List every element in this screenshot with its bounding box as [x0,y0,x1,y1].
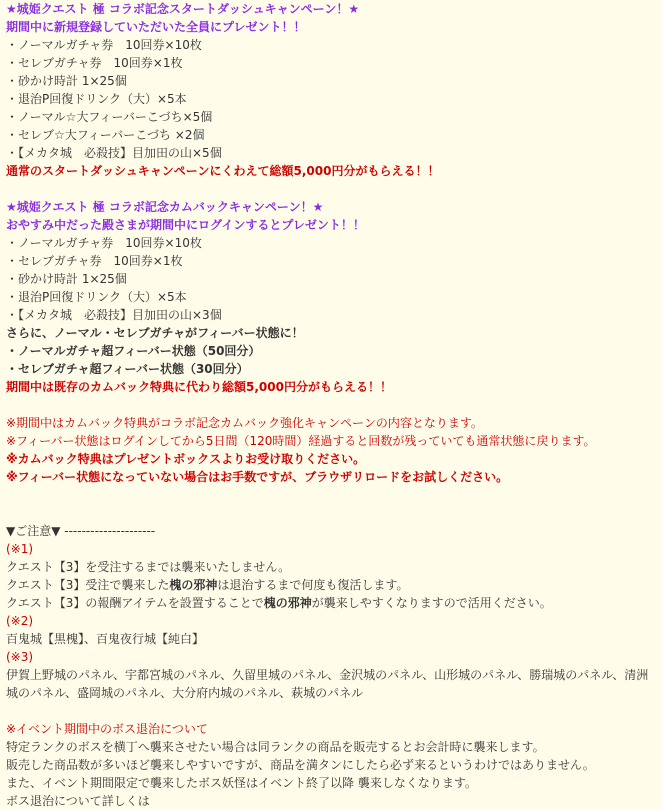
list-item: ・セレブガチャ券 10回券×1枚 [6,56,183,70]
notice-line: ※期間中はカムバック特典がコラボ記念カムバック強化キャンペーンの内容となります。 [6,416,483,430]
notice-line: ※カムバック特典はプレゼントボックスよりお受け取りください。 [6,452,366,466]
boss-text: ボス退治について詳しくは [6,794,150,808]
fever-item: ・ノーマルガチャ超フィーバー状態（50回分） [6,344,261,358]
caution-text [6,594,658,612]
fever-intro: さらに、ノーマル・セレブガチャがフィーバー状態に！ [6,326,304,340]
start-dash-note: 通常のスタートダッシュキャンペーンにくわえて総額5,000円分がもらえる！！ [6,164,440,178]
caution-text-part: クエスト【3】の報酬アイテムを設置することで [6,596,264,610]
caution-text: クエスト【3】を受注するまでは襲来いたしません。 [6,560,291,574]
caution-text-part: クエスト【3】受注で襲来した [6,578,170,592]
note-label: (※3) [6,650,34,664]
notice-line: ※フィーバー状態はログインしてから5日間（120時間）経過すると回数が残っていても通常状態に戻ります。 [6,434,596,448]
boss-name: 槐の邪神 [263,596,312,610]
note-label: (※1) [6,542,34,556]
boss-text: 販売した商品数が多いほど襲来しやすいですが、商品を満タンにしたら必ず来るというわけではありません。 [6,758,595,772]
list-item: ・退治P回復ドリンク（大）×5本 [6,92,187,106]
list-item: ・ノーマル☆大フィーバーこづち×5個 [6,110,213,124]
caution-text-part: が襲来しやすくなりますので活用ください。 [311,596,552,610]
caution-text-part: は退治するまで何度も復活します。 [217,578,409,592]
start-dash-subtitle: 期間中に新規登録していただいた全員にプレゼント！！ [6,20,306,34]
list-item: ・【メカタ城 必殺技】目加田の山×5個 [6,146,222,160]
boss-text: 特定ランクのボスを横丁へ襲来させたい場合は同ランクの商品を販売するとお会計時に襲来します。 [6,740,545,754]
list-item: ・ノーマルガチャ券 10回券×10枚 [6,236,202,250]
boss-section-title: ※イベント期間中のボス退治について [6,722,208,736]
comeback-title: ★城姫クエスト 極 コラボ記念カムバックキャンペーン！★ [6,200,324,214]
caution-text [6,576,658,594]
start-dash-title: ★城姫クエスト 極 コラボ記念スタートダッシュキャンペーン！★ [6,2,360,16]
boss-text: また、イベント期間限定で襲来したボス妖怪はイベント終了以降 襲来しなくなります。 [6,776,477,790]
note-label: (※2) [6,614,34,628]
comeback-subtitle: おやすみ中だった殿さまが期間中にログインするとプレゼント！！ [6,218,365,232]
caution-text: 百鬼城【黒槐】、百鬼夜行城【純白】 [6,632,205,646]
list-item: ・ノーマルガチャ券 10回券×10枚 [6,38,202,52]
list-item: ・セレブ☆大フィーバーこづち ×2個 [6,128,205,142]
list-item: ・砂かけ時計 1×25個 [6,272,127,286]
comeback-note: 期間中は既存のカムバック特典に代わり総額5,000円分がもらえる！！ [6,380,392,394]
caution-header: ▼ご注意▼ --------------------- [6,524,156,538]
list-item: ・セレブガチャ券 10回券×1枚 [6,254,183,268]
notice-line: ※フィーバー状態になっていない場合はお手数ですが、ブラウザリロードをお試しください。 [6,470,509,484]
list-item: ・【メカタ城 必殺技】目加田の山×3個 [6,308,222,322]
caution-text: 伊賀上野城のパネル、宇都宮城のパネル、久留里城のパネル、金沢城のパネル、山形城のパネル、勝瑞城のパネル、清洲城のパネル、盛岡城のパネル、大分府内城のパネル、萩城のパネル [6,668,649,700]
list-item: ・砂かけ時計 1×25個 [6,74,127,88]
list-item: ・退治P回復ドリンク（大）×5本 [6,290,187,304]
fever-item: ・セレブガチャ超フィーバー状態（30回分） [6,362,249,376]
boss-name: 槐の邪神 [169,578,218,592]
